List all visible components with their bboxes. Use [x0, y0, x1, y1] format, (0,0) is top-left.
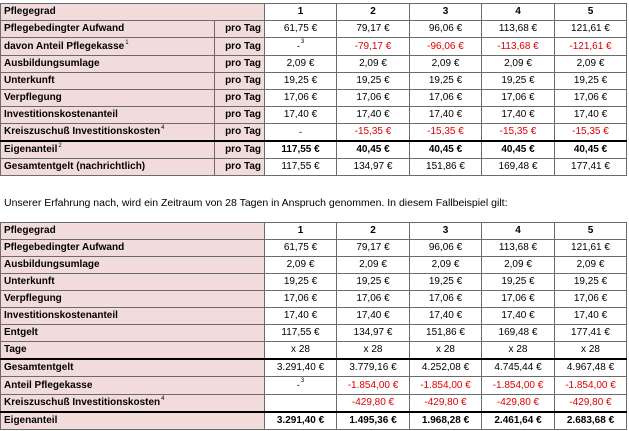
table-row	[1, 73, 627, 90]
cell-value: 19,25 €	[482, 73, 555, 90]
table-row	[1, 308, 627, 325]
cell-value: 169,48 €	[482, 325, 555, 342]
cell-value: 19,25 €	[410, 274, 482, 291]
row-label: Ausbildungsumlage	[1, 257, 265, 274]
cell-value: 1.968,28 €	[410, 412, 482, 430]
row-label: Kreiszuschuß Investitionskosten	[4, 397, 161, 408]
cell-value: -1.854,00 €	[555, 377, 627, 395]
cell-value: 117,55 €	[265, 325, 337, 342]
cell-value: 2,09 €	[265, 257, 337, 274]
cell-value: 177,41 €	[555, 325, 627, 342]
row-label-cell	[1, 124, 215, 142]
cell-value: 17,40 €	[265, 308, 337, 325]
grade-header: 4	[482, 223, 555, 240]
cell-value: 151,86 €	[410, 325, 482, 342]
cell-value: 169,48 €	[482, 159, 555, 176]
cell-value: 17,06 €	[337, 90, 410, 107]
cell-value: 19,25 €	[410, 73, 482, 90]
cell-value: -429,80 €	[337, 395, 410, 413]
cell-value: -429,80 €	[482, 395, 555, 413]
cell-value: -113,68 €	[482, 38, 555, 56]
cell-value: 17,06 €	[555, 291, 627, 308]
cell-value: 17,06 €	[555, 90, 627, 107]
cell-value: 2,09 €	[410, 56, 482, 73]
row-label: Verpflegung	[1, 90, 215, 107]
table-row	[1, 274, 627, 291]
cell-value: 19,25 €	[482, 274, 555, 291]
cell-value: 2,09 €	[555, 257, 627, 274]
cell-value: 17,40 €	[555, 308, 627, 325]
cell-value: -1.854,00 €	[482, 377, 555, 395]
row-unit: pro Tag	[215, 90, 265, 107]
table-row	[1, 159, 627, 176]
row-unit: pro Tag	[215, 73, 265, 90]
row-label: Investitionskostenanteil	[1, 308, 265, 325]
cell-value: 96,06 €	[410, 21, 482, 38]
cell-value: -	[265, 124, 337, 142]
cell-value: 17,06 €	[337, 291, 410, 308]
cell-value: x 28	[555, 342, 627, 360]
cell-value: 79,17 €	[337, 240, 410, 257]
cell-value: 19,25 €	[265, 73, 337, 90]
row-label: Pflegebedingter Aufwand	[1, 21, 215, 38]
grade-header: 1	[265, 4, 337, 21]
row-label: Ausbildungsumlage	[1, 56, 215, 73]
cell-value: -79,17 €	[337, 38, 410, 56]
cell-value: 40,45 €	[482, 141, 555, 159]
cell-value: 17,06 €	[482, 90, 555, 107]
table-row	[1, 342, 627, 360]
cell-value: 19,25 €	[555, 274, 627, 291]
table-row	[1, 56, 627, 73]
footnote-marker: 3	[300, 378, 305, 384]
cell-value: 134,97 €	[337, 325, 410, 342]
grade-header: 2	[337, 223, 410, 240]
row-unit: pro Tag	[215, 124, 265, 142]
row-label: Anteil Pflegekasse	[1, 377, 265, 395]
row-label-cell	[1, 38, 215, 56]
cell-value: 134,97 €	[337, 159, 410, 176]
cell-value: 19,25 €	[265, 274, 337, 291]
header-label: Pflegegrad	[1, 4, 265, 21]
cell-value: 17,40 €	[337, 107, 410, 124]
cell-value: -429,80 €	[555, 395, 627, 413]
cell-value: 2,09 €	[482, 257, 555, 274]
row-label: Gesamtentgelt (nachrichtlich)	[1, 159, 215, 176]
row-unit: pro Tag	[215, 159, 265, 176]
header-row	[1, 4, 627, 21]
cell-value: 61,75 €	[265, 21, 337, 38]
row-label: Unterkunft	[1, 73, 215, 90]
cell-value: 17,40 €	[482, 308, 555, 325]
row-unit: pro Tag	[215, 21, 265, 38]
footnote-marker: 1	[125, 39, 129, 46]
grade-header: 5	[555, 223, 627, 240]
row-label: Verpflegung	[1, 291, 265, 308]
table-row	[1, 325, 627, 342]
cell-value: -	[296, 41, 300, 51]
row-label: Eigenanteil	[1, 412, 265, 430]
row-label: Gesamtentgelt	[1, 359, 265, 377]
cell-value: 17,06 €	[410, 90, 482, 107]
table-row	[1, 90, 627, 107]
cell-value: 40,45 €	[555, 141, 627, 159]
footnote-marker: 4	[161, 125, 165, 131]
cell-value: 4.967,48 €	[555, 359, 627, 377]
table-row	[1, 38, 627, 56]
cell-value: x 28	[482, 342, 555, 360]
cell-value: 96,06 €	[410, 240, 482, 257]
cell-value: 17,06 €	[482, 291, 555, 308]
grade-header: 3	[410, 4, 482, 21]
row-label: Pflegebedingter Aufwand	[1, 240, 265, 257]
header-row	[1, 223, 627, 240]
cell-value: -	[296, 380, 300, 390]
row-label: Tage	[1, 342, 265, 360]
cell-value: -1.854,00 €	[410, 377, 482, 395]
cell-value: 3.291,40 €	[265, 412, 337, 430]
cell-value: 113,68 €	[482, 240, 555, 257]
header-label: Pflegegrad	[1, 223, 265, 240]
cell-value: 17,40 €	[555, 107, 627, 124]
cell-value: 2,09 €	[337, 56, 410, 73]
cell-value: 17,06 €	[410, 291, 482, 308]
cell-value: x 28	[337, 342, 410, 360]
cell-value: 3.779,16 €	[337, 359, 410, 377]
cell-value: 17,40 €	[265, 107, 337, 124]
period-cost-table	[0, 222, 627, 430]
cell-value: 17,40 €	[337, 308, 410, 325]
cell-value: 4.745,44 €	[482, 359, 555, 377]
cell-value: 61,75 €	[265, 240, 337, 257]
row-unit: pro Tag	[215, 38, 265, 56]
cell-value: -96,06 €	[410, 38, 482, 56]
table-row	[1, 291, 627, 308]
cell-value: 17,40 €	[410, 308, 482, 325]
cell-value: 117,55 €	[265, 141, 337, 159]
cell-value: 17,06 €	[265, 291, 337, 308]
cell-value: -15,35 €	[410, 124, 482, 142]
cell-value: 121,61 €	[555, 240, 627, 257]
row-label: davon Anteil Pflegekasse	[4, 40, 125, 52]
cell-value: x 28	[410, 342, 482, 360]
cell-value: 2,09 €	[482, 56, 555, 73]
table-row-total	[1, 141, 627, 159]
row-unit: pro Tag	[215, 56, 265, 73]
row-label: Kreiszuschuß Investitionskosten	[4, 126, 161, 137]
row-label: Entgelt	[1, 325, 265, 342]
cell-value: 17,06 €	[265, 90, 337, 107]
footnote-marker: 2	[58, 143, 62, 149]
daily-cost-table	[0, 3, 627, 176]
cell-value: 117,55 €	[265, 159, 337, 176]
cell-value: 2,09 €	[410, 257, 482, 274]
cell-value: -15,35 €	[555, 124, 627, 142]
footnote-marker: 4	[161, 396, 165, 402]
grade-header: 1	[265, 223, 337, 240]
cell-value: 177,41 €	[555, 159, 627, 176]
table-row	[1, 395, 627, 413]
cell-value	[265, 395, 337, 413]
cell-value: 4.252,08 €	[410, 359, 482, 377]
cell-value: -121,61 €	[555, 38, 627, 56]
cell-value: -15,35 €	[337, 124, 410, 142]
cell-value: 151,86 €	[410, 159, 482, 176]
grade-header: 3	[410, 223, 482, 240]
cell-value: 17,40 €	[482, 107, 555, 124]
cell-value: 3.291,40 €	[265, 359, 337, 377]
cell-value: 19,25 €	[555, 73, 627, 90]
cell-value: 2,09 €	[337, 257, 410, 274]
cell-value: -429,80 €	[410, 395, 482, 413]
cell-value: 17,40 €	[410, 107, 482, 124]
cell-value-cell	[265, 38, 337, 56]
cell-value: 2.683,68 €	[555, 412, 627, 430]
cell-value: 2,09 €	[265, 56, 337, 73]
row-label: Eigenanteil	[4, 144, 58, 155]
row-unit: pro Tag	[215, 141, 265, 159]
grade-header: 2	[337, 4, 410, 21]
cell-value: 2,09 €	[555, 56, 627, 73]
cell-value-cell	[265, 377, 337, 395]
cell-value: 19,25 €	[337, 274, 410, 291]
cell-value: x 28	[265, 342, 337, 360]
grade-header: 5	[555, 4, 627, 21]
table-row	[1, 359, 627, 377]
cell-value: 113,68 €	[482, 21, 555, 38]
cell-value: 40,45 €	[337, 141, 410, 159]
table-row	[1, 21, 627, 38]
cell-value: 40,45 €	[410, 141, 482, 159]
cell-value: -1.854,00 €	[337, 377, 410, 395]
table-row	[1, 240, 627, 257]
table-row	[1, 377, 627, 395]
table-row-total	[1, 412, 627, 430]
row-label-cell	[1, 141, 215, 159]
cell-value: 1.495,36 €	[337, 412, 410, 430]
cell-value: 121,61 €	[555, 21, 627, 38]
row-label: Unterkunft	[1, 274, 265, 291]
cell-value: 2.461,64 €	[482, 412, 555, 430]
cell-value: -15,35 €	[482, 124, 555, 142]
cell-value: 19,25 €	[337, 73, 410, 90]
grade-header: 4	[482, 4, 555, 21]
row-label: Investitionskostenanteil	[1, 107, 215, 124]
row-label-cell	[1, 395, 265, 413]
table-row	[1, 107, 627, 124]
cell-value: 79,17 €	[337, 21, 410, 38]
caption-text: Unserer Erfahrung nach, wird ein Zeitraum von 28 Tagen in Anspruch genommen. In diesem Fallbeispiel gilt:	[4, 197, 508, 209]
table-row	[1, 124, 627, 142]
footnote-marker: 3	[300, 39, 305, 45]
table-row	[1, 257, 627, 274]
row-unit: pro Tag	[215, 107, 265, 124]
